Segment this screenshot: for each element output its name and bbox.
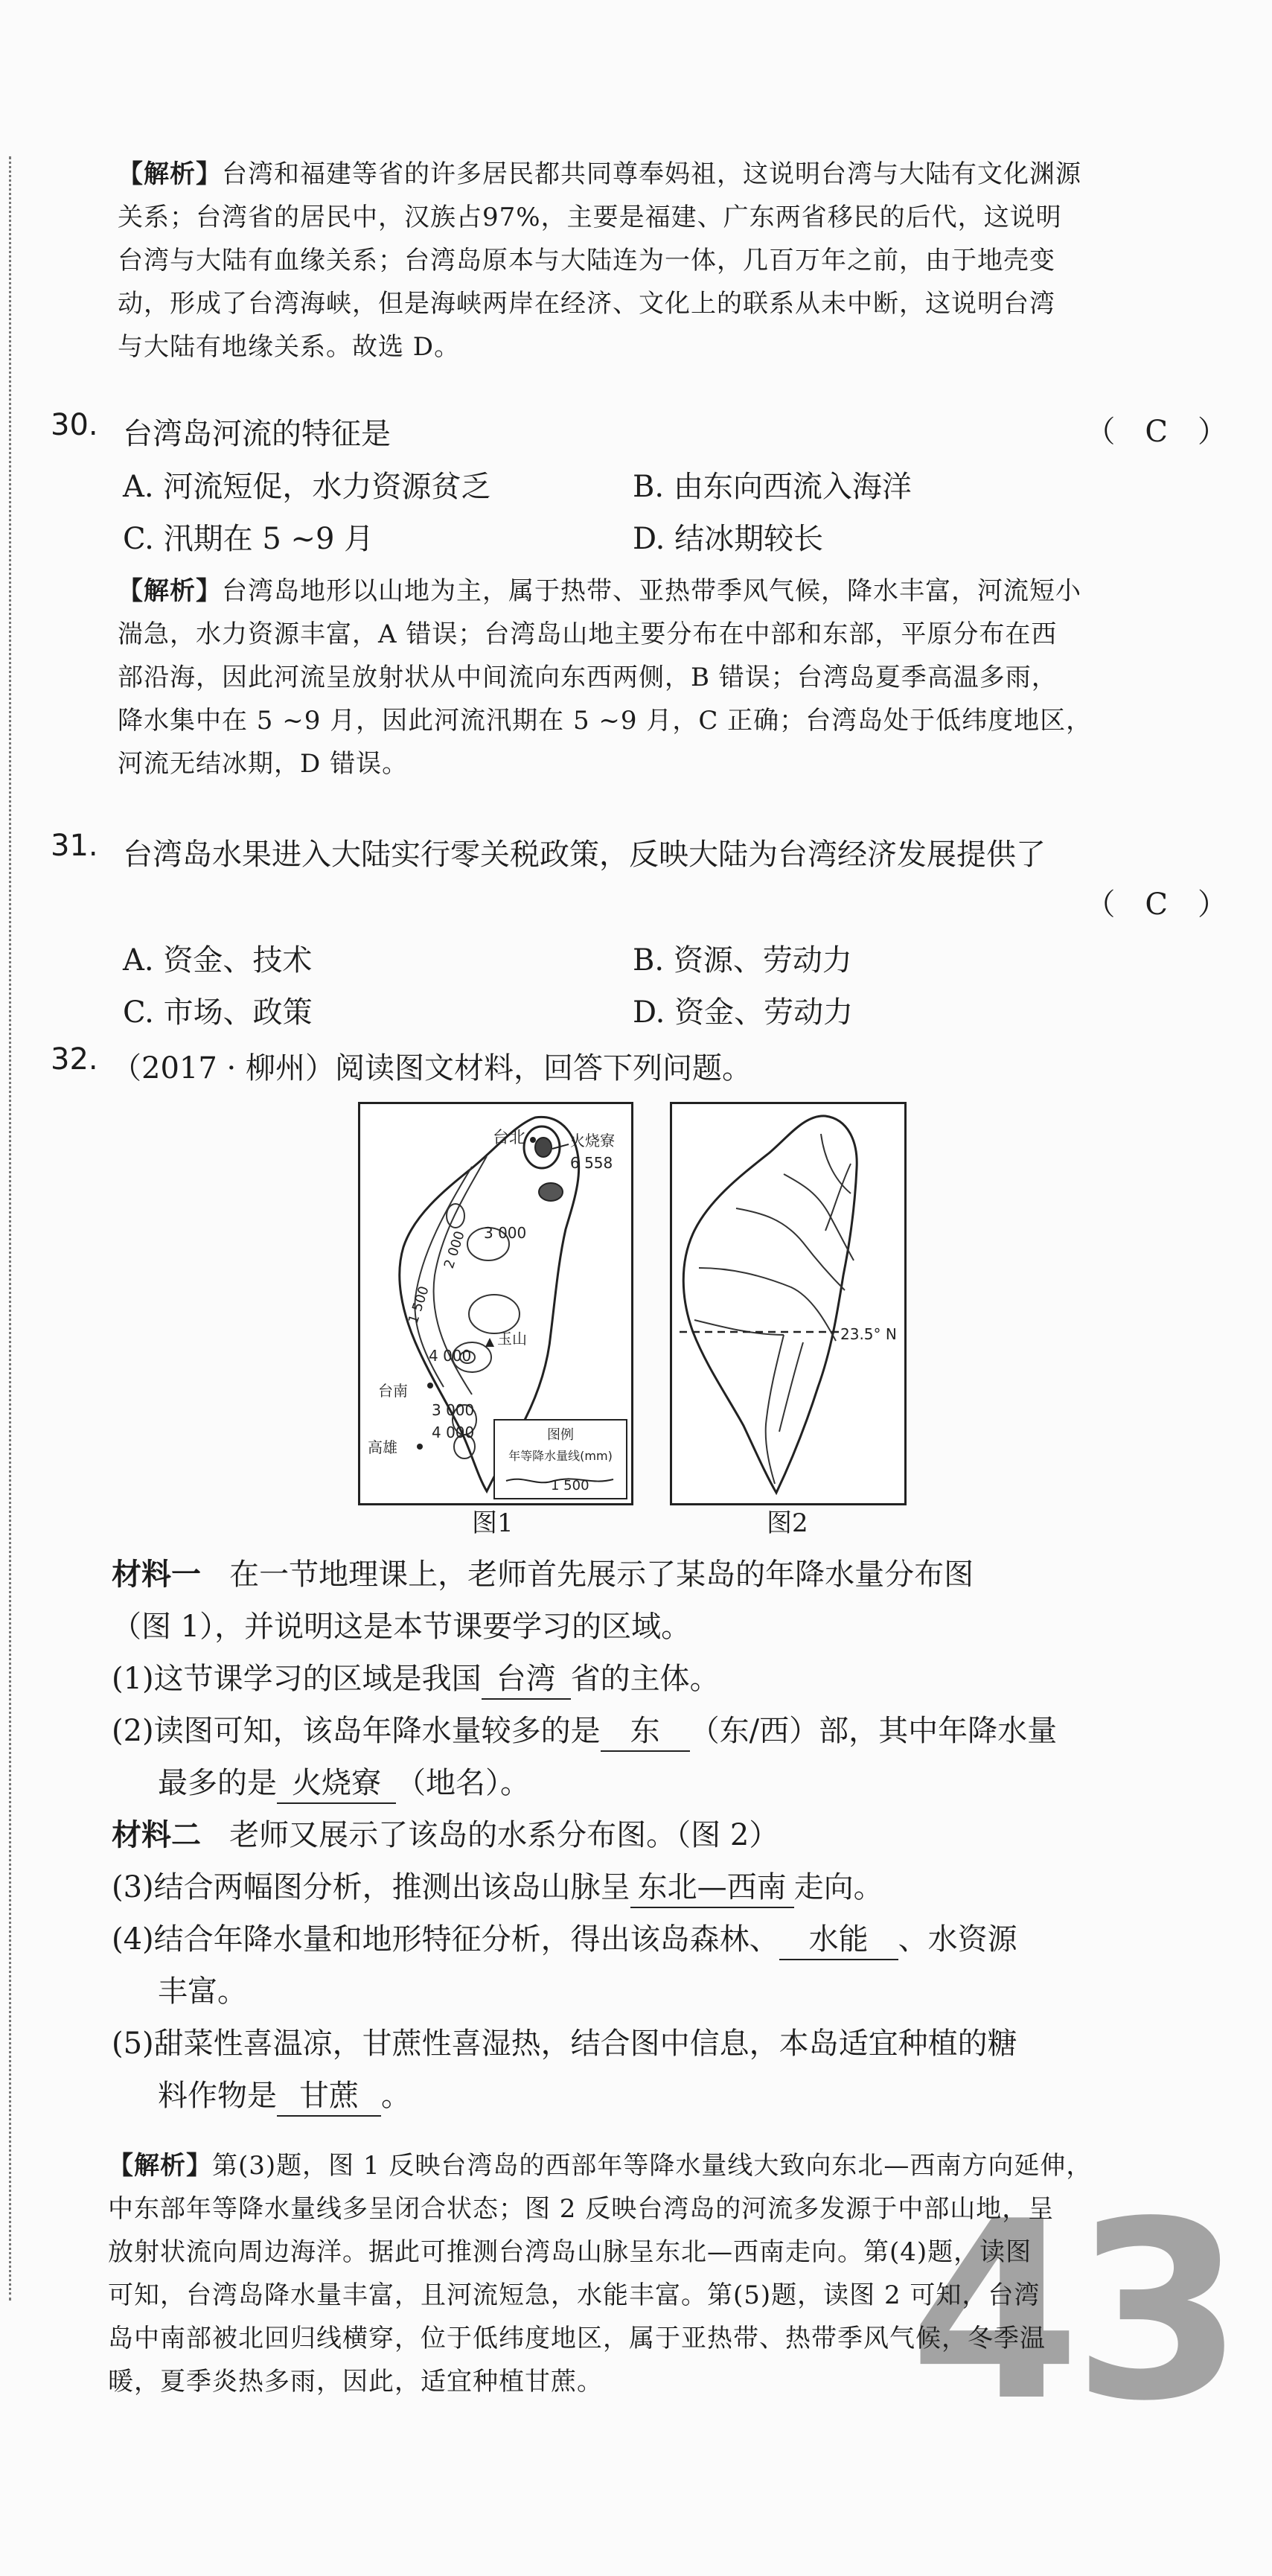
- analysis-line: 动，形成了台湾海峡，但是海峡两岸在经济、文化上的联系从未中断，这说明台湾: [118, 289, 1055, 319]
- subquestion-3: [0, 1861, 1272, 1913]
- subquestion-text: （东/西）部，其中年降水量: [689, 1714, 1058, 1748]
- analysis-line: 湍急，水力资源丰富，A 错误；台湾岛山地主要分布在中部和东部，平原分布在西: [118, 619, 1058, 649]
- q31-answer-row: [0, 881, 1272, 925]
- river: [779, 1342, 803, 1432]
- analysis-line: 与大陆有地缘关系。故选 D。: [118, 332, 461, 362]
- river: [766, 1335, 784, 1484]
- figure-1-precipitation-map: [358, 1102, 633, 1505]
- subquestion-text: 走向。: [793, 1870, 883, 1904]
- answer-blank: 东北—西南: [630, 1868, 794, 1908]
- subquestion-4-line2: 丰富。: [158, 1974, 247, 2009]
- analysis-line: 放射状流向周边海洋。据此可推测台湾岛山脉呈东北—西南走向。第(4)题，读图: [108, 2237, 1032, 2267]
- analysis-line: 暖，夏季炎热多雨，因此，适宜种植甘蔗。: [108, 2367, 603, 2397]
- isohyet-closed: [447, 1204, 464, 1228]
- analysis-tag: 【解析】: [118, 576, 222, 606]
- analysis-line: 第(3)题，图 1 反映台湾岛的西部年等降水量线大致向东北—西南方向延伸，: [212, 2151, 1093, 2181]
- answer-blank: 台湾: [482, 1660, 571, 1700]
- legend-description: 年等降水量线(mm): [508, 1449, 613, 1463]
- q29-analysis: [0, 153, 1272, 369]
- label-4000-center: 4 000: [429, 1347, 472, 1365]
- q31-stem: [0, 829, 1272, 881]
- subquestion-text: 最多的是: [158, 1766, 277, 1800]
- label-huoshaoliao: 火烧寮: [570, 1132, 615, 1150]
- figure-1-caption: 图1: [472, 1508, 514, 1538]
- river: [821, 1134, 851, 1193]
- label-gaoxiong: 高雄: [368, 1438, 397, 1456]
- figure-2-river-map: [670, 1102, 907, 1505]
- subquestion-text: (4)结合年降水量和地形特征分析，得出该岛森林、: [112, 1922, 779, 1957]
- subquestion-5: (5)甜菜性喜温凉，甘蔗性喜湿热，结合图中信息，本岛适宜种植的糖: [112, 2027, 1017, 2061]
- analysis-line: 岛中南部被北回归线横穿，位于低纬度地区，属于亚热带、热带季风气候，冬季温: [108, 2324, 1046, 2353]
- label-max-precip: 6 558: [570, 1154, 613, 1172]
- question-number: 30.: [51, 408, 98, 442]
- subquestion-2: [0, 1705, 1272, 1757]
- label-3000-south: 3 000: [432, 1401, 475, 1419]
- label-4000-south: 4 000: [432, 1424, 475, 1441]
- legend-sample-value: 1 500: [551, 1478, 589, 1493]
- material-2-title: 材料二: [112, 1818, 201, 1852]
- subquestion-text: (3)结合两幅图分析，推测出该岛山脉呈: [112, 1870, 630, 1904]
- label-2000: 2 000: [441, 1229, 468, 1271]
- island-outline: [683, 1116, 857, 1493]
- subquestion-text: (1)这节课学习的区域是我国: [112, 1662, 482, 1696]
- material-2: [0, 1809, 1272, 1861]
- analysis-line: 台湾岛地形以山地为主，属于热带、亚热带季风气候，降水丰富，河流短小: [222, 576, 1081, 606]
- analysis-line: 关系；台湾省的居民中，汉族占97%，主要是福建、广东两省移民的后代，这说明: [118, 203, 1062, 232]
- option-d: D. 结冰期较长: [633, 522, 824, 556]
- analysis-tag: 【解析】: [118, 159, 222, 189]
- q31-options-row2: [0, 989, 1272, 1033]
- option-d: D. 资金、劳动力: [633, 995, 854, 1030]
- latitude-label: 23.5° N: [840, 1325, 897, 1343]
- isohyet-closed-center: [469, 1295, 520, 1333]
- question-text: 台湾岛河流的特征是: [123, 417, 391, 451]
- analysis-line: 部沿海，因此河流呈放射状从中间流向东西两侧，B 错误；台湾岛夏季高温多雨，: [118, 663, 1058, 692]
- label-1500: 1 500: [405, 1284, 432, 1326]
- subquestion-text: 。: [381, 2079, 411, 2113]
- question-number: 32.: [51, 1042, 98, 1077]
- analysis-line: 河流无结冰期，D 错误。: [118, 749, 409, 779]
- river: [699, 1268, 836, 1341]
- gaoxiong-dot: [417, 1444, 423, 1450]
- q30-options-row2: [0, 515, 1272, 560]
- q31-options-row1: [0, 937, 1272, 981]
- page-number: 43: [909, 2169, 1236, 2455]
- subquestion-2-line2: [0, 1757, 1272, 1809]
- q32-materials: [0, 1549, 1272, 2122]
- option-c: C. 市场、政策: [123, 995, 313, 1030]
- question-text: 台湾岛水果进入大陆实行零关税政策，反映大陆为台湾经济发展提供了: [123, 838, 1046, 872]
- isohyet-max: [535, 1138, 552, 1157]
- subquestion-text: 省的主体。: [570, 1662, 720, 1696]
- option-c: C. 汛期在 5 ~9 月: [123, 522, 374, 556]
- option-b: B. 资源、劳动力: [633, 943, 852, 978]
- subquestion-4: [0, 1913, 1272, 1966]
- label-yushan: 玉山: [497, 1330, 527, 1348]
- question-text: （2017 · 柳州）阅读图文材料，回答下列问题。: [112, 1051, 752, 1085]
- q32-analysis: [0, 2144, 1272, 2403]
- label-tainan: 台南: [378, 1382, 408, 1400]
- answer-blank: 水能: [779, 1920, 898, 1960]
- subquestion-1: [0, 1653, 1272, 1705]
- material-2-text: 老师又展示了该岛的水系分布图。（图 2）: [229, 1818, 779, 1852]
- taibei-dot: [530, 1137, 536, 1143]
- q32-stem: [0, 1042, 1272, 1094]
- option-a: A. 资金、技术: [123, 943, 313, 978]
- subquestion-text: 、水资源: [898, 1922, 1017, 1957]
- tainan-dot: [427, 1383, 433, 1389]
- answer-blank: 甘蔗: [277, 2076, 381, 2117]
- material-1-title: 材料一: [112, 1558, 201, 1592]
- analysis-line: 可知，台湾岛降水量丰富，且河流短急，水能丰富。第(5)题，读图 2 可知，台湾: [108, 2280, 1041, 2310]
- material-1-text: 在一节地理课上，老师首先展示了某岛的年降水量分布图: [229, 1558, 974, 1592]
- river: [825, 1164, 851, 1231]
- analysis-tag: 【解析】: [108, 2151, 212, 2181]
- subquestion-text: （地名）。: [396, 1766, 530, 1800]
- analysis-line: 降水集中在 5 ~9 月，因此河流汛期在 5 ~9 月，C 正确；台湾岛处于低纬度地区，: [118, 706, 1093, 736]
- subquestion-text: 料作物是: [158, 2079, 277, 2113]
- q30-analysis: [0, 570, 1272, 785]
- figure-2-caption: 图2: [767, 1508, 808, 1538]
- subquestion-5-line2: [0, 2070, 1272, 2122]
- isohyet-closed-east: [539, 1183, 563, 1201]
- question-number: 31.: [51, 829, 98, 863]
- q30-options-row1: [0, 463, 1272, 508]
- q30-stem: [0, 408, 1272, 460]
- option-a: A. 河流短促，水力资源贫乏: [123, 470, 491, 504]
- label-taibei: 台北: [493, 1129, 526, 1147]
- analysis-line: 台湾和福建等省的许多居民都共同尊奉妈祖，这说明台湾与大陆有文化渊源: [222, 159, 1081, 189]
- material-1-line2: （图 1），并说明这是本节课要学习的区域。: [112, 1610, 691, 1644]
- taiwan-river-map: [672, 1104, 904, 1503]
- answer-bracket: （ C ）: [1085, 887, 1227, 922]
- subquestion-text: (2)读图可知，该岛年降水量较多的是: [112, 1714, 601, 1748]
- analysis-line: 台湾与大陆有血缘关系；台湾岛原本与大陆连为一体，几百万年之前，由于地壳变: [118, 246, 1055, 275]
- answer-blank: 东: [601, 1712, 690, 1752]
- answer-blank: 火烧寮: [277, 1764, 396, 1804]
- analysis-line: 中东部年等降水量线多呈闭合状态；图 2 反映台湾岛的河流多发源于中部山地，呈: [108, 2194, 1055, 2224]
- legend-title: 图例: [547, 1427, 574, 1443]
- material-1-line1: [0, 1549, 1272, 1601]
- label-3000-north: 3 000: [484, 1224, 527, 1242]
- answer-bracket: （ C ）: [1085, 415, 1227, 449]
- taiwan-precipitation-map: [360, 1104, 631, 1503]
- yushan-peak-symbol: [485, 1338, 494, 1347]
- option-b: B. 由东向西流入海洋: [633, 470, 912, 504]
